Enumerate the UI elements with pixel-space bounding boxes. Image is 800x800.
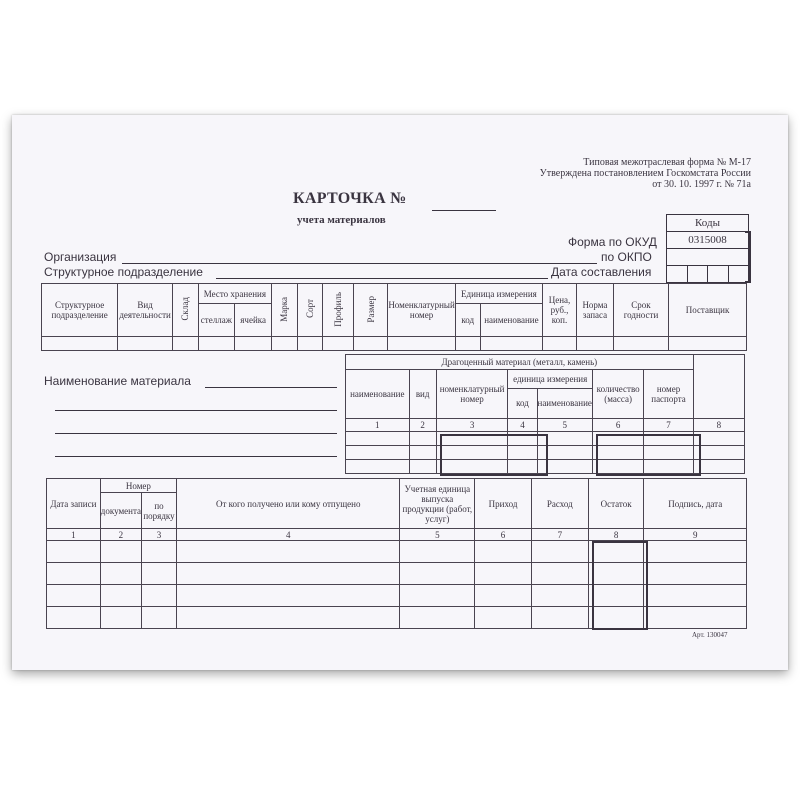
col-pm-unit-name: наименование	[537, 388, 592, 418]
card-number-line	[432, 210, 496, 211]
col-unit: Учетная единица выпуска продукции (работ, услуг)	[400, 479, 475, 529]
col-grade: Сорт	[297, 284, 323, 337]
col-warehouse: Склад	[172, 284, 198, 337]
col-pm-name: наименование	[346, 370, 410, 419]
precious-title: Драгоценный материал (металл, камень)	[346, 355, 694, 370]
col-rack: стеллаж	[198, 304, 235, 336]
bold-frame-qty	[596, 434, 701, 476]
okpo-value	[667, 249, 748, 266]
material-line-1[interactable]	[205, 387, 337, 388]
okud-label: Форма по ОКУД	[568, 235, 657, 249]
material-attributes-table	[41, 283, 747, 351]
col-item-no: Номенклатурный номер	[388, 284, 455, 337]
col-pm-code: код	[508, 388, 537, 418]
okud-value: 0315008	[667, 232, 748, 249]
col-size: Размер	[354, 284, 388, 337]
table-row[interactable]	[42, 336, 747, 350]
number-row: 1 2 3 4 5 6 7 8 9	[47, 529, 747, 541]
col-storage: Место хранения	[198, 284, 272, 304]
col-signature: Подпись, дата	[644, 479, 747, 529]
col-balance: Остаток	[588, 479, 644, 529]
col-unit-code: код	[455, 304, 480, 336]
col-activity: Вид деятельности	[118, 284, 173, 337]
approved-text: Утверждена постановлением Госкомстата России	[539, 168, 751, 179]
col-supplier: Поставщик	[669, 284, 747, 337]
number-row: 1 2 3 4 5 6 7 8	[346, 418, 745, 432]
col-pm-qty: количество (масса)	[592, 370, 644, 419]
col-dept: Структурное подразделение	[42, 284, 118, 337]
material-line-3[interactable]	[55, 433, 337, 434]
article-number: Арт. 130047	[692, 631, 728, 639]
department-label: Структурное подразделение	[44, 265, 203, 279]
col-unit: Единица измерения	[455, 284, 542, 304]
approved-date: от 30. 10. 1997 г. № 71а	[652, 179, 751, 190]
col-date: Дата записи	[47, 479, 101, 529]
bold-frame-item-no	[440, 434, 548, 476]
organization-line[interactable]	[122, 263, 597, 264]
col-cell: ячейка	[235, 304, 272, 336]
col-expense: Расход	[531, 479, 588, 529]
date-cells	[667, 266, 748, 282]
col-pm-item-no: номенклатурный номер	[436, 370, 508, 419]
card-subtitle: учета материалов	[297, 214, 386, 226]
col-order: по порядку	[142, 493, 177, 529]
col-price: Цена, руб., коп.	[543, 284, 577, 337]
form-type: Типовая межотраслевая форма № М-17	[583, 157, 751, 168]
material-line-4[interactable]	[55, 456, 337, 457]
material-name-label: Наименование материала	[44, 374, 191, 388]
material-line-2[interactable]	[55, 410, 337, 411]
col-unit-name: наименование	[480, 304, 542, 336]
col-pm-unit: единица измерения	[508, 370, 592, 388]
date-compiled-label: Дата составления	[551, 265, 652, 279]
col-norm: Норма запаса	[576, 284, 613, 337]
bold-frame-balance	[592, 541, 648, 630]
col-doc: документа	[100, 493, 141, 529]
okpo-label: по ОКПО	[601, 250, 652, 264]
col-pm-passport: номер паспорта	[644, 370, 693, 419]
col-brand: Марка	[272, 284, 298, 337]
col-from-to: От кого получено или кому отпущено	[176, 479, 399, 529]
codes-heading: Коды	[667, 215, 748, 232]
col-shelf-life: Срок годности	[613, 284, 668, 337]
organization-label: Организация	[44, 250, 117, 264]
department-line[interactable]	[216, 278, 548, 279]
codes-bracket	[745, 231, 751, 283]
col-income: Приход	[475, 479, 532, 529]
col-profile: Профиль	[323, 284, 354, 337]
card-title: КАРТОЧКА №	[293, 190, 407, 207]
col-pm-kind: вид	[409, 370, 436, 419]
codes-box	[666, 214, 749, 283]
col-number: Номер	[100, 479, 176, 493]
